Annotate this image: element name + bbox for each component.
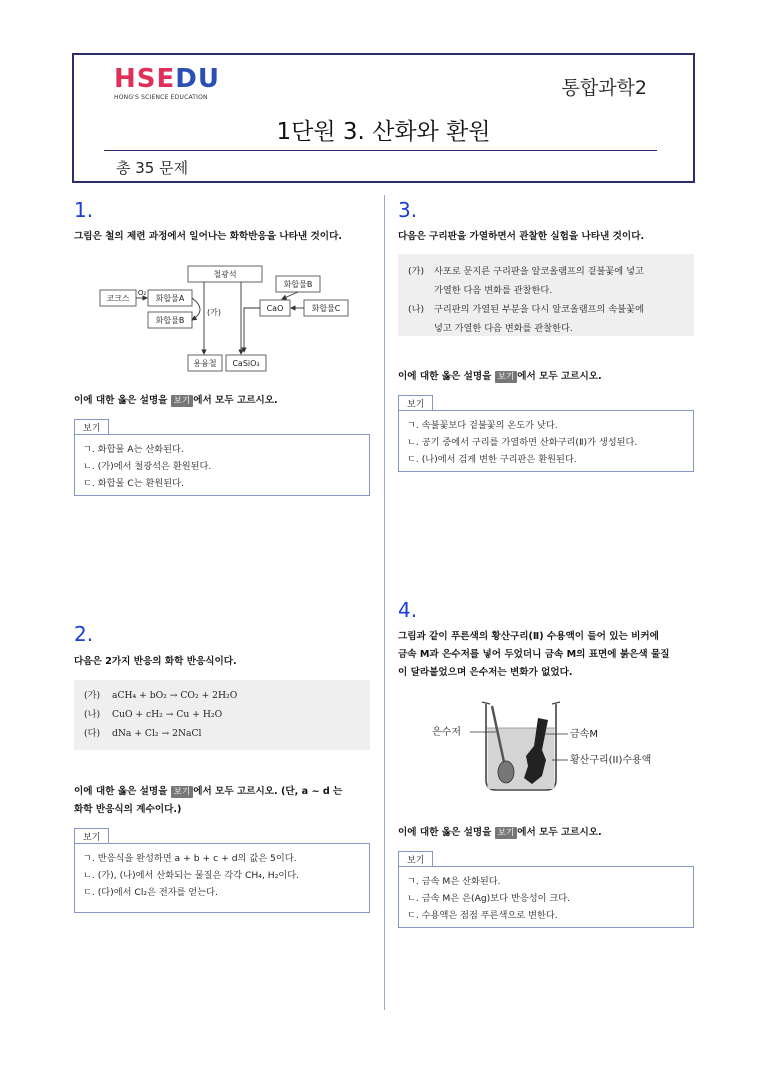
q2-equation-mark: (다) <box>84 728 101 739</box>
unit-title: 1단원 3. 산화와 환원 <box>276 119 491 145</box>
q4-bogi-item: ㄴ. 금속 M은 은(Ag)보다 반응성이 크다. <box>407 893 571 904</box>
q2-bogi-item: ㄱ. 반응식을 완성하면 a + b + c + d의 값은 5이다. <box>83 853 297 864</box>
q2-prompt <box>74 783 342 819</box>
q3-step-mark: (나) <box>408 304 425 315</box>
q3-text: 다음은 구리판을 가열하면서 관찰한 실험을 나타낸 것이다. <box>398 231 645 242</box>
q4-number: 4. <box>398 598 418 622</box>
q3-prompt-tag: 보기 <box>495 371 517 383</box>
compB-right-label: 화합물B <box>283 280 313 289</box>
q1-prompt <box>74 392 278 410</box>
q2-equations-box <box>74 680 370 750</box>
q2-equation-mark: (가) <box>84 690 101 701</box>
q3-step-line: 사포로 문지른 구리판을 알코올램프의 겉불꽃에 넣고 <box>434 266 644 277</box>
ore-label: 철광석 <box>213 270 237 279</box>
q1-bogi-label: 보기 <box>74 419 109 435</box>
q2-equation-text: dNa + Cl₂ → 2NaCl <box>112 728 202 739</box>
q1-smelting-diagram <box>96 262 356 380</box>
q3-bogi-item: ㄷ. (나)에서 검게 변한 구리판은 환원된다. <box>407 454 577 465</box>
q2-equation-text: CuO + cH₂ → Cu + H₂O <box>112 709 223 720</box>
q3-bogi-label: 보기 <box>398 395 433 411</box>
q3-prompt-post: 에서 모두 고르시오. <box>517 371 602 382</box>
q2-prompt-tag: 보기 <box>171 786 193 798</box>
q4-prompt-pre: 이에 대한 옳은 설명을 <box>398 827 495 838</box>
coke-label: 코크스 <box>106 294 130 303</box>
metal-label: 금속M <box>570 729 598 740</box>
q3-number: 3. <box>398 198 418 222</box>
q2-bogi-box <box>74 843 370 913</box>
q4-bogi-box <box>398 866 694 928</box>
q4-text-line: 금속 M과 은수저를 넣어 두었더니 금속 M의 표면에 붉은색 물질 <box>398 649 670 660</box>
q3-bogi-item: ㄴ. 공기 중에서 구리를 가열하면 산화구리(Ⅱ)가 생성된다. <box>407 437 638 448</box>
q2-bogi-label: 보기 <box>74 828 109 844</box>
casio3-label: CaSiO₃ <box>232 359 260 368</box>
question-count: 총 35 문제 <box>116 159 189 177</box>
compB-left-label: 화합물B <box>155 316 185 325</box>
logo-subtitle: HONG'S SCIENCE EDUCATION <box>114 94 208 101</box>
q4-text-line: 이 달라붙었으며 은수저는 변화가 없었다. <box>398 667 573 678</box>
q3-step-line: 넣고 가열한 다음 변화를 관찰한다. <box>434 323 573 334</box>
q1-bogi-box <box>74 434 370 496</box>
page-header <box>72 53 695 183</box>
q2-text: 다음은 2가지 반응의 화학 반응식이다. <box>74 656 237 667</box>
q1-prompt-tag: 보기 <box>171 395 193 407</box>
spoon-label: 은수저 <box>432 727 461 738</box>
q3-bogi-item: ㄱ. 속불꽃보다 겉불꽃의 온도가 낮다. <box>407 420 558 431</box>
q1-prompt-post: 에서 모두 고르시오. <box>193 395 278 406</box>
q3-prompt <box>398 368 602 386</box>
q3-step <box>408 262 684 300</box>
q2-equation-mark: (나) <box>84 709 101 720</box>
q4-prompt-post: 에서 모두 고르시오. <box>517 827 602 838</box>
q4-bogi-label: 보기 <box>398 851 433 867</box>
q1-bogi-item: ㄱ. 화합물 A는 산화된다. <box>83 444 184 455</box>
solution-label: 황산구리(II)수용액 <box>570 755 652 766</box>
q2-prompt-pre: 이에 대한 옳은 설명을 <box>74 786 171 797</box>
o2-label: O₂ <box>137 289 147 297</box>
q3-prompt-pre: 이에 대한 옳은 설명을 <box>398 371 495 382</box>
q2-bogi-item: ㄷ. (다)에서 Cl₂은 전자를 얻는다. <box>83 887 218 898</box>
molten-label: 용융철 <box>193 359 217 368</box>
compA-label: 화합물A <box>155 294 185 303</box>
q3-bogi-box <box>398 410 694 472</box>
q2-equation <box>84 686 360 705</box>
q2-equation <box>84 724 360 743</box>
q2-equation-text: aCH₄ + bO₂ → CO₂ + 2H₂O <box>112 690 238 701</box>
q4-text-line: 그림과 같이 푸른색의 황산구리(Ⅱ) 수용액이 들어 있는 비커에 <box>398 631 659 642</box>
q2-number: 2. <box>74 622 94 646</box>
q4-bogi-item: ㄱ. 금속 M은 산화된다. <box>407 876 501 887</box>
q2-equation <box>84 705 360 724</box>
compC-label: 화합물C <box>311 304 341 313</box>
q3-step-line: 구리판의 가열된 부분을 다시 알코올램프의 속불꽃에 <box>434 304 644 315</box>
q1-number: 1. <box>74 198 94 222</box>
q1-bogi-item: ㄷ. 화합물 C는 환원된다. <box>83 478 184 489</box>
q3-step-mark: (가) <box>408 266 425 277</box>
hsedu-logo <box>114 65 220 101</box>
q4-text <box>398 628 670 682</box>
subject-title: 통합과학2 <box>561 77 647 99</box>
column-divider <box>384 195 385 1010</box>
q4-beaker-figure <box>430 698 670 794</box>
q1-bogi-item: ㄴ. (가)에서 철광석은 환원된다. <box>83 461 212 472</box>
spoon-icon <box>498 761 514 783</box>
q2-prompt-post: 에서 모두 고르시오. (단, a ~ d 는 <box>193 786 343 797</box>
q4-prompt <box>398 824 602 842</box>
logo-text: HSEDU <box>114 64 220 94</box>
ga-label: (가) <box>207 308 221 317</box>
cao-label: CaO <box>266 304 284 313</box>
title-divider <box>104 150 657 151</box>
q3-step <box>408 300 684 338</box>
q1-prompt-pre: 이에 대한 옳은 설명을 <box>74 395 171 406</box>
q2-bogi-item: ㄴ. (가), (나)에서 산화되는 물질은 각각 CH₄, H₂이다. <box>83 870 300 881</box>
q3-experiment-box <box>398 254 694 336</box>
q4-bogi-item: ㄷ. 수용액은 점점 푸른색으로 변한다. <box>407 910 558 921</box>
q3-step-line: 가열한 다음 변화를 관찰한다. <box>434 285 553 296</box>
q4-prompt-tag: 보기 <box>495 827 517 839</box>
q2-prompt-line2: 화학 반응식의 계수이다.) <box>74 804 182 815</box>
q1-text: 그림은 철의 제련 과정에서 일어나는 화학반응을 나타낸 것이다. <box>74 231 342 242</box>
